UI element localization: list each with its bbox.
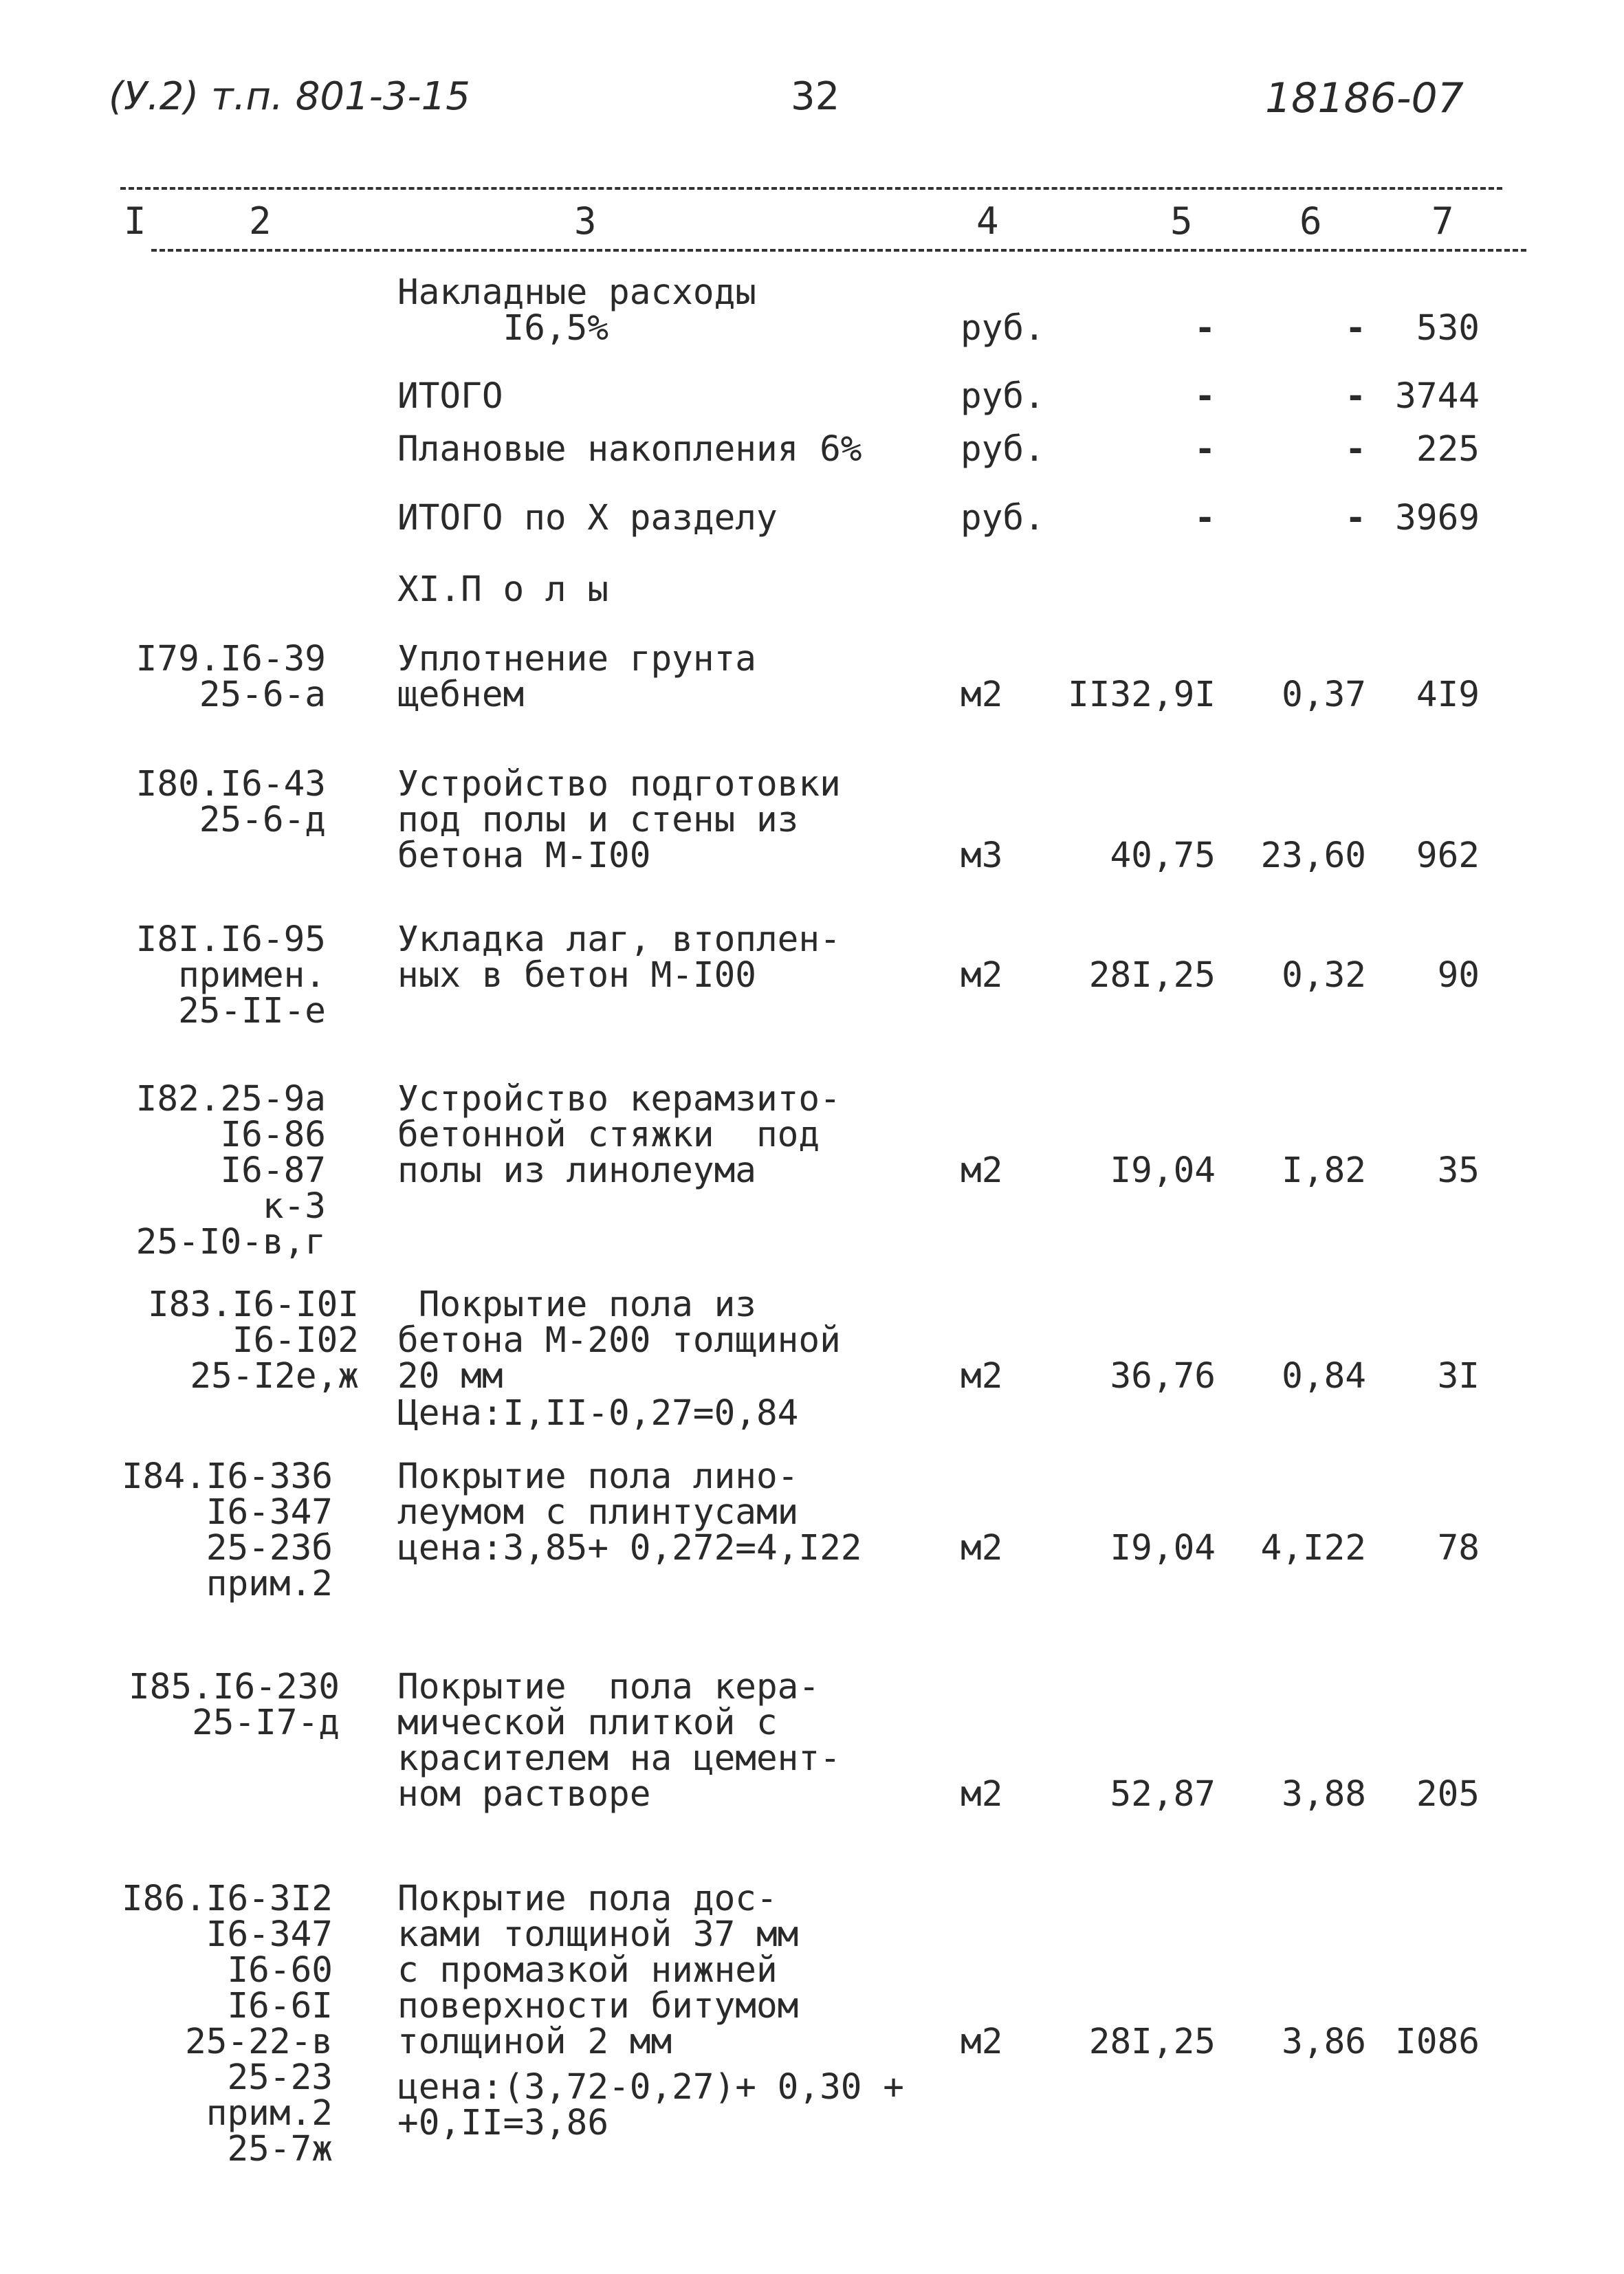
row-185-name: Покрытие пола кера- мической плиткой с красителем на цемент- ном растворе: [397, 1667, 841, 1815]
row-186-price-note: цена:(3,72-0,27)+ 0,30 + +0,II=3,86: [397, 2067, 904, 2143]
row-179-price: 0,37: [1282, 675, 1366, 715]
column-number-5: 5: [1170, 199, 1193, 243]
row-181-name: Укладка лаг, втоплен- ных в бетон М-I00: [397, 919, 841, 996]
row-182-qty: I9,04: [1110, 1150, 1216, 1191]
row-subtotal-qty: -: [1194, 376, 1216, 417]
row-182-name: Устройство керамзито- бетонной стяжки под полы из линолеума: [397, 1079, 841, 1191]
row-182-total: 35: [1437, 1150, 1480, 1191]
row-184-total: 78: [1437, 1528, 1480, 1568]
column-number-7: 7: [1431, 199, 1454, 243]
row-183-price: 0,84: [1282, 1356, 1366, 1397]
row-180-qty: 40,75: [1110, 835, 1216, 876]
row-180-total: 962: [1416, 835, 1480, 876]
column-number-6: 6: [1299, 199, 1322, 243]
row-overhead-unit: руб.: [961, 308, 1045, 349]
row-185-total: 205: [1416, 1774, 1480, 1815]
page-number: 32: [791, 74, 840, 119]
row-184-code: I84.I6-336 I6-347 25-23б прим.2: [121, 1456, 333, 1604]
row-overhead-qty: -: [1194, 308, 1216, 349]
row-section-total-unit: руб.: [961, 498, 1045, 538]
row-planned-savings-price: -: [1345, 429, 1366, 470]
row-184-name: Покрытие пола лино- леумом с плинтусами цена:3,85+ 0,272=4,I22: [397, 1456, 862, 1568]
row-179-code: I79.I6-39 25-6-а: [135, 639, 326, 715]
row-planned-savings-name: Плановые накопления 6%: [397, 429, 862, 470]
row-section-total-qty: -: [1194, 498, 1216, 538]
row-180-unit: м3: [961, 835, 1003, 876]
row-179-name: Уплотнение грунта щебнем: [397, 639, 756, 715]
row-subtotal-unit: руб.: [961, 376, 1045, 417]
row-186-total: I086: [1395, 2022, 1480, 2062]
column-number-2: 2: [249, 199, 272, 243]
row-180-code: I80.I6-43 25-6-д: [135, 764, 326, 840]
row-section-total-total: 3969: [1395, 498, 1480, 538]
row-185-price: 3,88: [1282, 1774, 1366, 1815]
row-181-total: 90: [1437, 955, 1480, 996]
row-183-price-note: Цена:I,II-0,27=0,84: [397, 1393, 799, 1434]
row-183-unit: м2: [961, 1356, 1003, 1397]
row-184-unit: м2: [961, 1528, 1003, 1568]
row-183-qty: 36,76: [1110, 1356, 1216, 1397]
row-183-name: Покрытие пола из бетона М-200 толщиной 20 мм: [397, 1284, 841, 1397]
column-number-4: 4: [976, 199, 999, 243]
row-179-qty: II32,9I: [1068, 675, 1216, 715]
row-section-total-price: -: [1345, 498, 1366, 538]
row-overhead-name: Накладные расходы I6,5%: [397, 272, 756, 349]
row-181-unit: м2: [961, 955, 1003, 996]
row-181-qty: 28I,25: [1088, 955, 1216, 996]
row-185-unit: м2: [961, 1774, 1003, 1815]
row-overhead-price: -: [1345, 308, 1366, 349]
row-186-unit: м2: [961, 2022, 1003, 2062]
row-subtotal-name: ИТОГО: [397, 376, 503, 417]
archive-number: 18186-07: [1265, 74, 1464, 122]
header-rule-bottom: [151, 249, 1526, 252]
row-184-price: 4,I22: [1260, 1528, 1366, 1568]
row-181-code: I8I.I6-95 примен. 25-II-е: [135, 919, 326, 1031]
row-185-qty: 52,87: [1110, 1774, 1216, 1815]
row-planned-savings-unit: руб.: [961, 429, 1045, 470]
row-183-code: I83.I6-I0I I6-I02 25-I2е,ж: [147, 1284, 359, 1397]
row-179-unit: м2: [961, 675, 1003, 715]
row-186-qty: 28I,25: [1088, 2022, 1216, 2062]
row-186-price: 3,86: [1282, 2022, 1366, 2062]
row-182-code: I82.25-9а I6-86 I6-87 к-3 25-I0-в,г: [135, 1079, 326, 1262]
row-182-price: I,82: [1282, 1150, 1366, 1191]
row-overhead-total: 530: [1416, 308, 1480, 349]
row-180-name: Устройство подготовки под полы и стены из бетона М-I00: [397, 764, 841, 876]
row-184-qty: I9,04: [1110, 1528, 1216, 1568]
row-180-price: 23,60: [1260, 835, 1366, 876]
section-heading: XI.П о л ы: [397, 569, 609, 610]
row-182-unit: м2: [961, 1150, 1003, 1191]
row-planned-savings-qty: -: [1194, 429, 1216, 470]
row-186-name: Покрытие пола дос- ками толщиной 37 мм с промазкой нижней поверхности битумом толщиной 2 мм: [397, 1879, 799, 2062]
row-183-total: 3I: [1437, 1356, 1480, 1397]
row-181-price: 0,32: [1282, 955, 1366, 996]
document-reference: (У.2) т.п. 801-3-15: [109, 74, 470, 119]
row-179-total: 4I9: [1416, 675, 1480, 715]
column-number-1: I: [124, 199, 146, 243]
row-planned-savings-total: 225: [1416, 429, 1480, 470]
row-185-code: I85.I6-230 25-I7-д: [128, 1667, 340, 1743]
row-section-total-name: ИТОГО по Х разделу: [397, 498, 778, 538]
row-subtotal-price: -: [1345, 376, 1366, 417]
row-186-code: I86.I6-3I2 I6-347 I6-60 I6-6I 25-22-в 25-23 прим.2 25-7ж: [121, 1879, 333, 2169]
row-subtotal-total: 3744: [1395, 376, 1480, 417]
header-rule-top: [120, 187, 1502, 190]
column-number-3: 3: [574, 199, 597, 243]
